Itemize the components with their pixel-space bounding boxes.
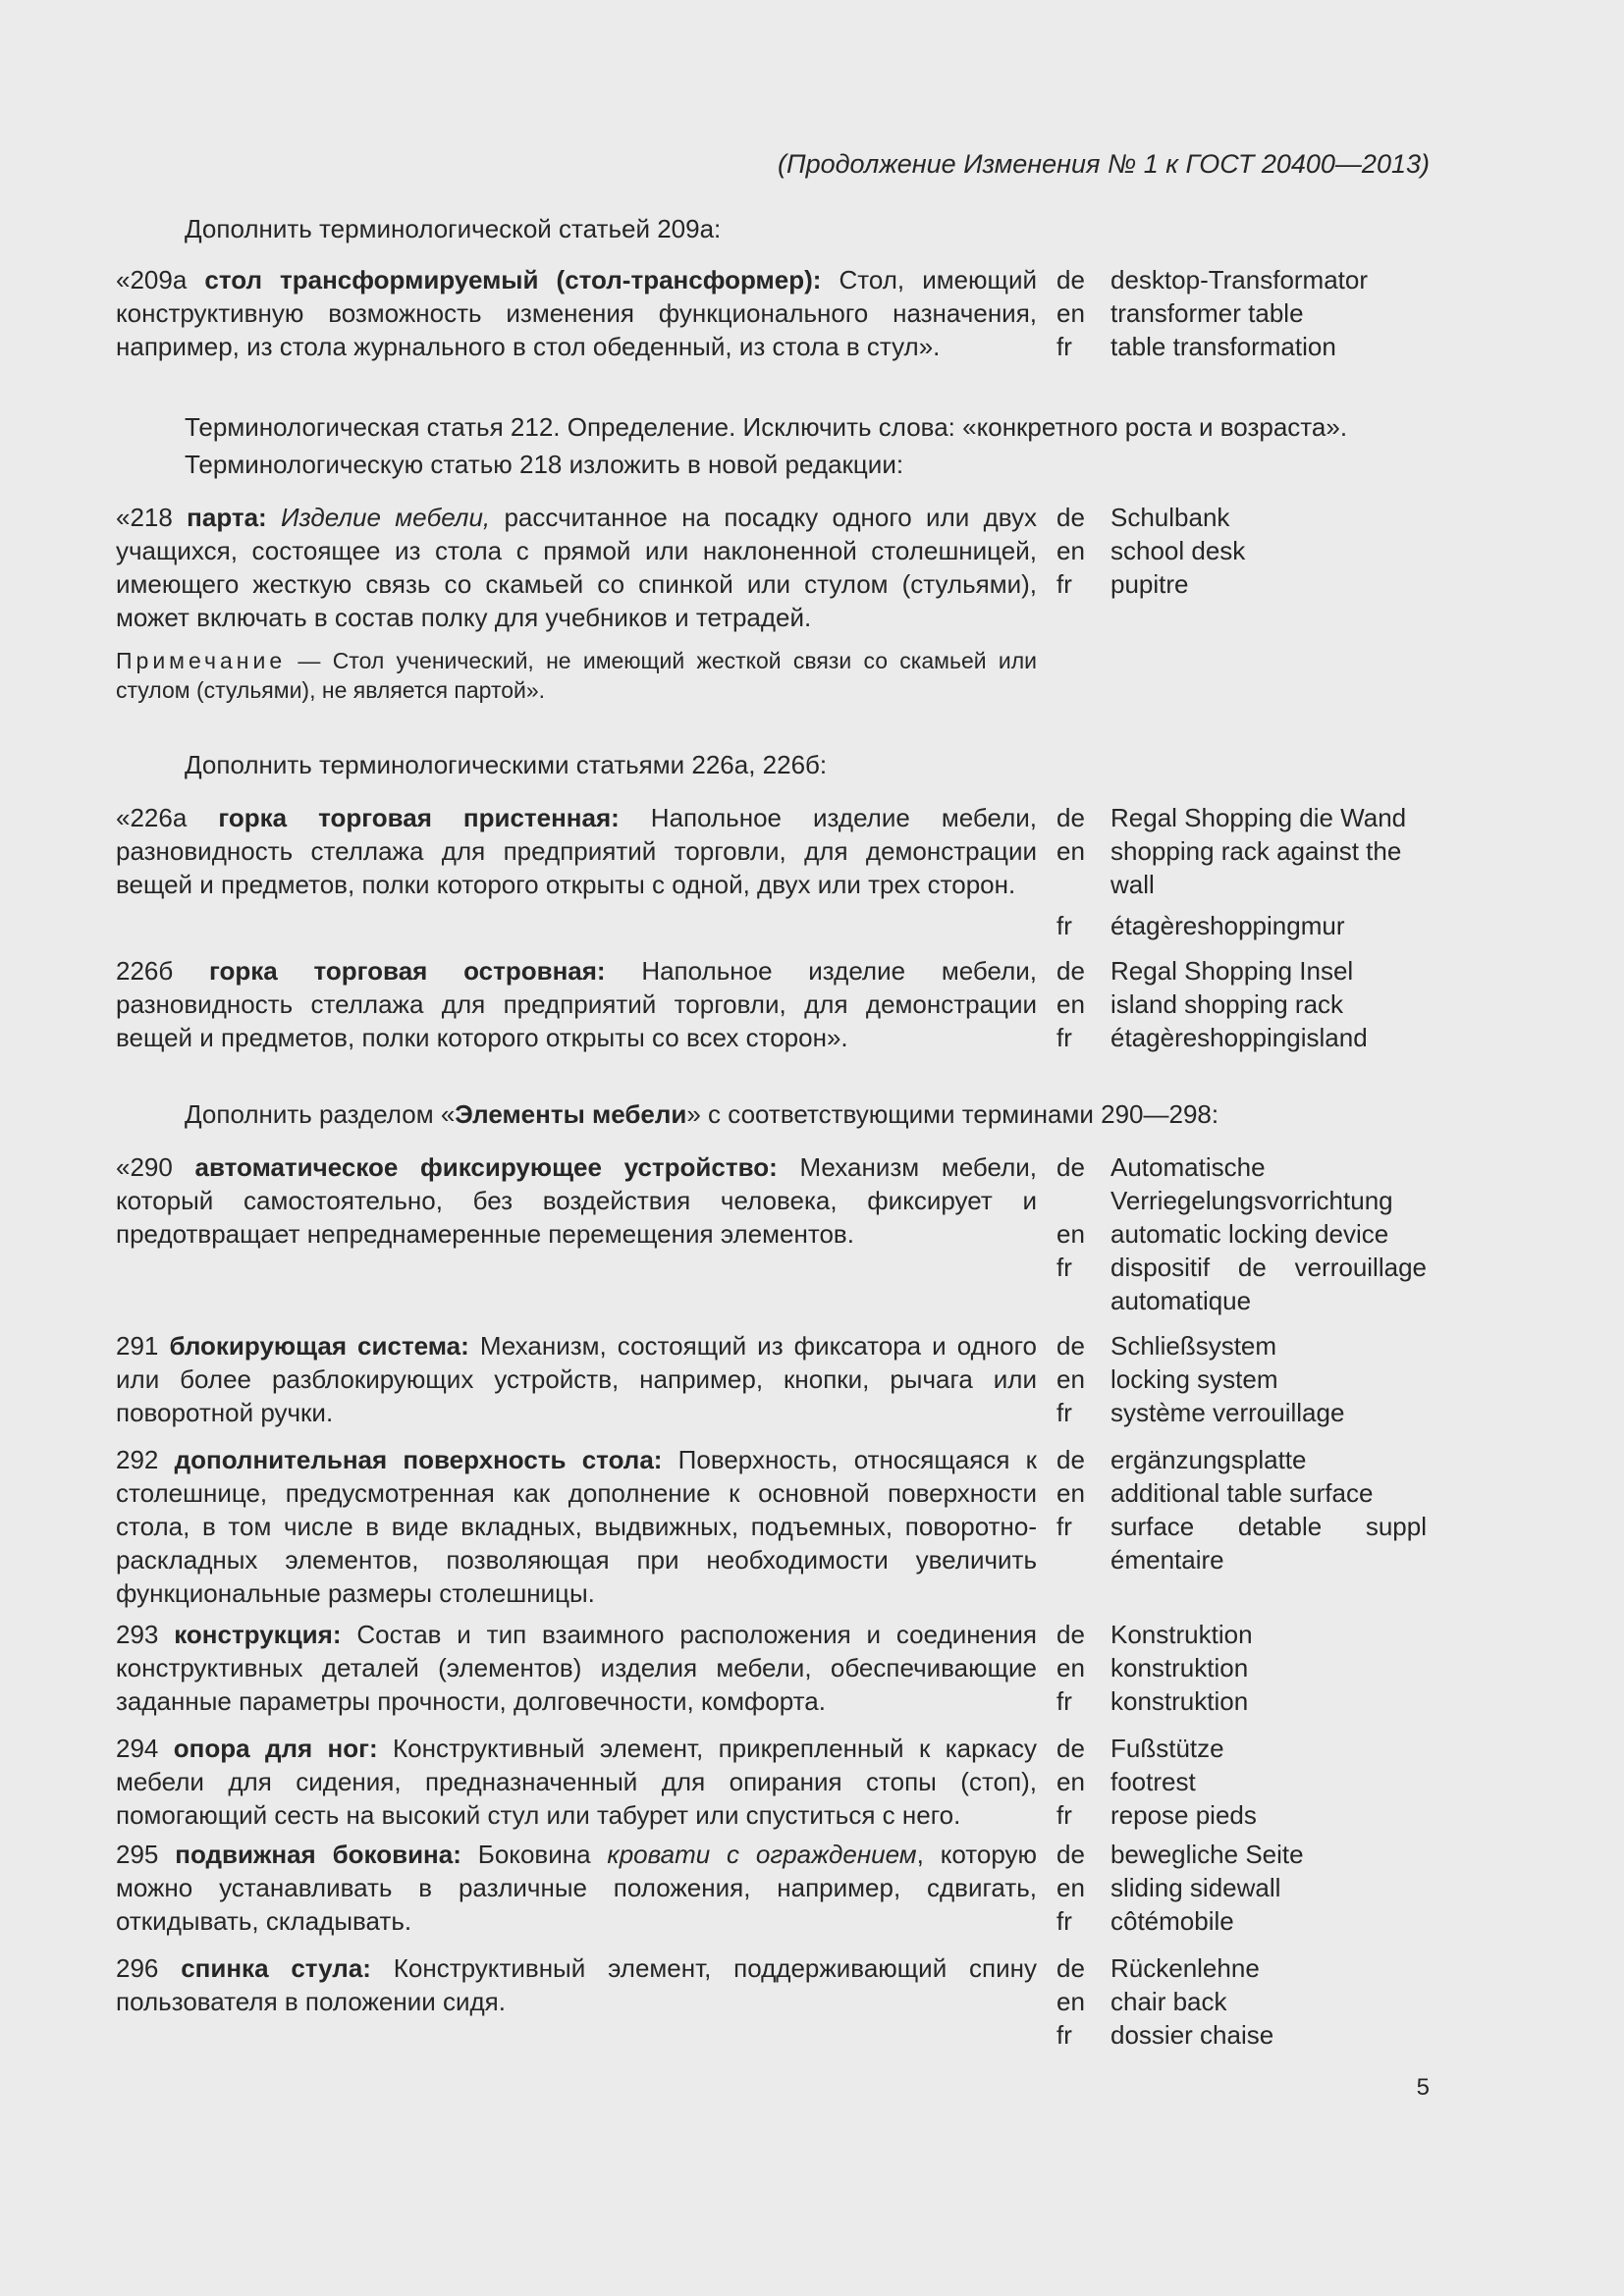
term-text: Стол, имеющий конструктивную возможность изменения функционального назначения, например, из стола журнального в стол обеденный, из стола в стул». [116, 265, 1037, 361]
lang-code: fr [1056, 1512, 1072, 1541]
lang-term: Regal Shopping Insel [1110, 956, 1354, 986]
term-title: автоматическое фиксирующее устройство: [194, 1152, 778, 1182]
term-title: подвижная боковина: [175, 1840, 461, 1869]
lang-code: fr [1056, 1906, 1072, 1936]
translations [1056, 954, 1469, 1054]
term-text: Конструктивный элемент, прикрепленный к каркасу мебели для сидения, предназначенный для опирания стопы (стоп), помогающий сесть на высокий стул или табурет или спуститься с него. [116, 1734, 1037, 1830]
term-definition [116, 1150, 1037, 1251]
term-note [116, 646, 1037, 705]
lang-term: Rückenlehne [1110, 1953, 1260, 1983]
lang-code: de [1056, 265, 1085, 294]
translations [1056, 1618, 1469, 1718]
lang-code: en [1056, 1219, 1085, 1249]
term-text: , которую можно устанавливать в различные положения, например, сдвигать, откидывать, складывать. [116, 1840, 1037, 1936]
term-text: Напольное изделие мебели, разновидность стеллажа для предприятий торговли, для демонстрации вещей и предметов, полки которого открыты со всех сторон». [116, 956, 1038, 1052]
lang-code: de [1056, 1331, 1085, 1361]
term-title: горка торговая островная: [209, 956, 606, 986]
term-number: 291 [116, 1331, 170, 1361]
lang-code: en [1056, 1364, 1085, 1394]
term-text: рассчитанное на посадку одного или двух учащихся, состоящее из стола с прямой или наклоненной столешницей, имеющего жесткую связь со скамьей со спинкой или стулом (стульями), может включать в состав полку для учебников и тетрадей. [116, 503, 1037, 632]
term-text: Механизм, состоящий из фиксатора и одного или более разблокирующих устройств, например, кнопки, рычага или поворотной ручки. [116, 1331, 1037, 1427]
lang-code: en [1056, 1767, 1085, 1796]
term-number: 294 [116, 1734, 174, 1763]
term-title: парта: [187, 503, 267, 532]
lang-code: de [1056, 956, 1085, 986]
instruction-218: Терминологическую статью 218 изложить в новой редакции: [185, 450, 904, 479]
lang-code: en [1056, 836, 1085, 866]
lang-term: repose pieds [1110, 1800, 1257, 1830]
translations [1056, 1838, 1469, 1938]
lang-term: sliding sidewall [1110, 1873, 1281, 1902]
term-text: Боковина [460, 1840, 608, 1869]
term-italic: Изделие мебели, [266, 503, 491, 532]
term-definition [116, 801, 1037, 901]
translations [1056, 1732, 1469, 1832]
translations [1056, 263, 1469, 363]
lang-term: surface detable suppl émentaire [1110, 1512, 1427, 1575]
lang-code: fr [1056, 569, 1072, 599]
term-title: блокирующая система: [169, 1331, 469, 1361]
lang-term: shopping rack against the wall [1110, 836, 1402, 899]
term-number: 226б [116, 956, 210, 986]
lang-term: étagèreshoppingisland [1110, 1023, 1368, 1052]
term-text: Конструктивный элемент, поддерживающий спину пользователя в положении сидя. [116, 1953, 1038, 2016]
term-text: Напольное изделие мебели, разновидность стеллажа для предприятий торговли, для демонстрации вещей и предметов, полки которого открыты с одной, двух или трех сторон. [116, 803, 1037, 899]
instruction-212: Терминологическая статья 212. Определение. Исключить слова: «конкретного роста и возраста». [185, 412, 1348, 442]
lang-code: en [1056, 1653, 1085, 1682]
lang-code: de [1056, 1953, 1085, 1983]
instruction-226: Дополнить терминологическими статьями 226а, 226б: [185, 750, 828, 779]
lang-term: étagèreshoppingmur [1110, 911, 1345, 940]
lang-term: Schulbank [1110, 503, 1230, 532]
lang-code: fr [1056, 332, 1072, 361]
lang-term: desktop-Transformator [1110, 265, 1369, 294]
term-number: «209а [116, 265, 205, 294]
lang-term: school desk [1110, 536, 1246, 565]
instruction-text: Дополнить разделом « [185, 1099, 456, 1129]
lang-code: fr [1056, 2020, 1072, 2050]
lang-term: Konstruktion [1110, 1620, 1253, 1649]
term-italic: кровати с ограждением [607, 1840, 917, 1869]
term-text: Механизм мебели, который самостоятельно, без воздействия человека, фиксирует и предотвращает непреднамеренные перемещения элементов. [116, 1152, 1037, 1249]
term-title: горка торговая пристенная: [218, 803, 620, 832]
term-definition [116, 1951, 1037, 2018]
section-name: Элементы мебели [455, 1099, 687, 1129]
lang-code: fr [1056, 1253, 1072, 1282]
lang-term: Fußstütze [1110, 1734, 1224, 1763]
lang-term: pupitre [1110, 569, 1189, 599]
term-title: стол трансформируемый (стол-трансформер): [204, 265, 822, 294]
term-definition [116, 263, 1037, 363]
lang-code: en [1056, 989, 1085, 1019]
lang-code: en [1056, 1987, 1085, 2016]
lang-term: Schließsystem [1110, 1331, 1277, 1361]
translations [1056, 1443, 1469, 1576]
page-number: 5 [1416, 2074, 1430, 2101]
term-definition [116, 954, 1037, 1054]
lang-term: konstruktion [1110, 1686, 1249, 1716]
lang-code: de [1056, 1445, 1085, 1474]
lang-code: en [1056, 298, 1085, 328]
lang-term: bewegliche Seite [1110, 1840, 1304, 1869]
term-number: 292 [116, 1445, 175, 1474]
term-number: «218 [116, 503, 188, 532]
lang-code: fr [1056, 1023, 1072, 1052]
lang-code: de [1056, 1152, 1085, 1182]
instruction-290 [185, 1097, 1218, 1131]
translations [1056, 1951, 1469, 2052]
lang-code: de [1056, 503, 1085, 532]
lang-code: fr [1056, 911, 1072, 940]
lang-code: de [1056, 803, 1085, 832]
term-definition [116, 1618, 1037, 1718]
page-header: (Продолжение Изменения № 1 к ГОСТ 20400—2013) [778, 149, 1430, 179]
lang-term: Automatische Verriegelungsvorrichtung [1110, 1152, 1393, 1215]
translations [1056, 1150, 1469, 1317]
term-text: Поверхность, относящаяся к столешнице, предусмотренная как дополнение к основной поверхности стола, в том числе в виде вкладных, выдвижных, подъемных, поворотно-раскладных элементов, позволяющая при необходимости увеличить функциональные размеры столешницы. [116, 1445, 1037, 1608]
term-number: 296 [116, 1953, 182, 1983]
term-number: 293 [116, 1620, 175, 1649]
term-definition [116, 1838, 1037, 1938]
lang-term: table transformation [1110, 332, 1336, 361]
note-text: — Стол ученический, не имеющий жесткой связи со скамьей или стулом (стульями), не является партой». [116, 648, 1037, 703]
lang-code: fr [1056, 1800, 1072, 1830]
term-definition [116, 1443, 1037, 1610]
lang-term: automatic locking device [1110, 1219, 1389, 1249]
term-title: дополнительная поверхность стола: [174, 1445, 663, 1474]
lang-term: dispositif de verrouillage automatique [1110, 1253, 1427, 1315]
lang-term: footrest [1110, 1767, 1196, 1796]
term-definition [116, 501, 1037, 634]
lang-term: Regal Shopping die Wand [1110, 803, 1407, 832]
term-number: «290 [116, 1152, 195, 1182]
instruction-209a: Дополнить терминологической статьей 209а: [185, 214, 722, 243]
lang-term: dossier chaise [1110, 2020, 1274, 2050]
lang-code: fr [1056, 1686, 1072, 1716]
note-label: Примечание [116, 648, 287, 673]
lang-code: de [1056, 1734, 1085, 1763]
lang-code: en [1056, 1478, 1085, 1508]
lang-term: additional table surface [1110, 1478, 1374, 1508]
term-number: 295 [116, 1840, 176, 1869]
lang-term: chair back [1110, 1987, 1227, 2016]
term-title: конструкция: [174, 1620, 342, 1649]
lang-term: système verrouillage [1110, 1398, 1345, 1427]
lang-code: en [1056, 1873, 1085, 1902]
lang-code: de [1056, 1840, 1085, 1869]
lang-code: de [1056, 1620, 1085, 1649]
lang-code: en [1056, 536, 1085, 565]
lang-term: transformer table [1110, 298, 1304, 328]
lang-term: locking system [1110, 1364, 1278, 1394]
translations [1056, 1329, 1469, 1429]
lang-term: konstruktion [1110, 1653, 1249, 1682]
term-title: опора для ног: [173, 1734, 378, 1763]
term-text: Состав и тип взаимного расположения и соединения конструктивных деталей (элементов) изделия мебели, обеспечивающие заданные параметры прочности, долговечности, комфорта. [116, 1620, 1038, 1716]
lang-term: côtémobile [1110, 1906, 1234, 1936]
instruction-text: » с соответствующими терминами 290—298: [686, 1099, 1219, 1129]
lang-code: fr [1056, 1398, 1072, 1427]
term-number: «226а [116, 803, 219, 832]
term-title: спинка стула: [181, 1953, 371, 1983]
term-definition [116, 1329, 1037, 1429]
translations [1056, 501, 1469, 601]
lang-term: ergänzungsplatte [1110, 1445, 1307, 1474]
term-definition [116, 1732, 1037, 1832]
translations [1056, 801, 1469, 942]
lang-term: island shopping rack [1110, 989, 1344, 1019]
